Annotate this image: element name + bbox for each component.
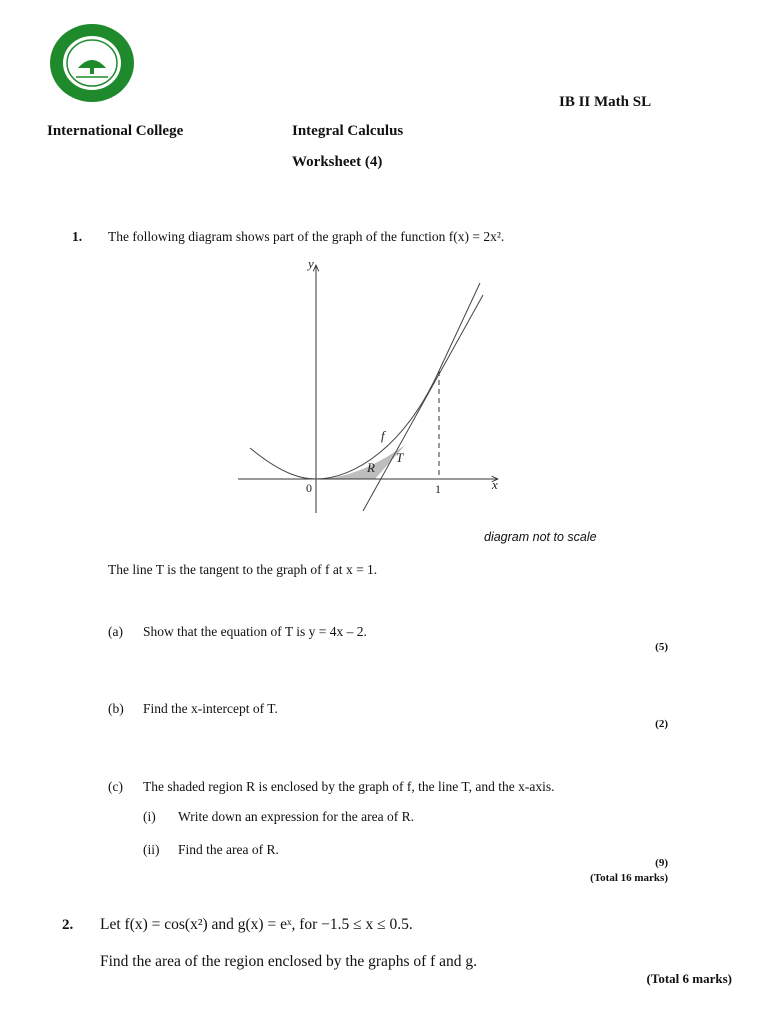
q1c-marks: (9) — [655, 857, 668, 869]
q1ci-label: (i) — [143, 809, 156, 824]
r-label: R — [367, 460, 375, 475]
q1-number: 1. — [72, 229, 83, 244]
q1a-label: (a) — [108, 624, 123, 639]
q1-intro: The following diagram shows part of the graph of the function f(x) = 2x². — [108, 229, 505, 244]
q1b-marks: (2) — [655, 718, 668, 730]
document-title: Integral Calculus — [292, 123, 404, 139]
q1a-text: Show that the equation of T is y = 4x – 2. — [143, 624, 367, 639]
course-name: IB II Math SL — [559, 94, 652, 110]
q1a-marks: (5) — [655, 641, 668, 653]
f-label: f — [381, 428, 385, 443]
one-label: 1 — [435, 482, 441, 496]
q1cii-text: Find the area of R. — [178, 842, 279, 857]
diagram-note: diagram not to scale — [484, 530, 597, 544]
origin-label: 0 — [306, 481, 312, 495]
school-name: International College — [47, 123, 184, 139]
q1b-label: (b) — [108, 701, 124, 716]
q1cii-label: (ii) — [143, 842, 160, 857]
q1-tangent-statement: The line T is the tangent to the graph of f at x = 1. — [108, 562, 378, 577]
q2-question: Find the area of the region enclosed by the graphs of f and g. — [100, 953, 478, 970]
college-logo — [48, 22, 136, 104]
q1ci-text: Write down an expression for the area of R. — [178, 809, 414, 824]
q1c-label: (c) — [108, 779, 123, 794]
x-axis-label: x — [492, 477, 498, 492]
q1c-text: The shaded region R is enclosed by the graph of f, the line T, and the x-axis. — [143, 779, 555, 794]
q2-total-marks: (Total 6 marks) — [646, 971, 732, 986]
curve-f — [250, 283, 480, 479]
y-axis-label: y — [308, 256, 314, 271]
worksheet-subtitle: Worksheet (4) — [292, 154, 383, 170]
graph-diagram — [230, 255, 510, 525]
t-label: T — [396, 450, 404, 465]
region-r — [316, 445, 405, 479]
q1b-text: Find the x-intercept of T. — [143, 701, 278, 716]
q2-number: 2. — [62, 917, 74, 933]
q2-text: Let f(x) = cos(x²) and g(x) = eˣ, for −1.5 ≤ x ≤ 0.5. — [100, 916, 413, 933]
q1-total-marks: (Total 16 marks) — [590, 872, 668, 884]
